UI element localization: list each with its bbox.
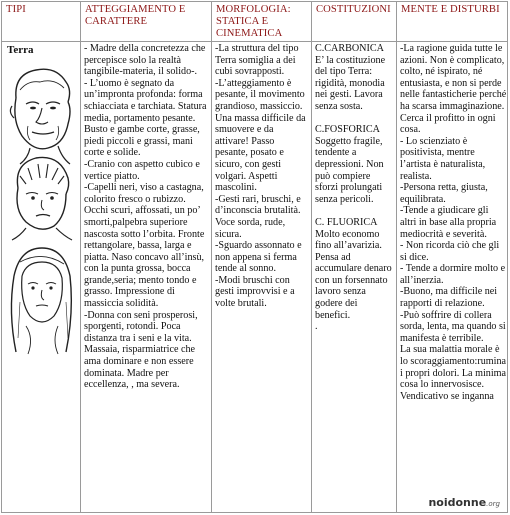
portrait-woman xyxy=(6,242,76,357)
header-atteggiamento: ATTEGGIAMENTO E CARATTERE xyxy=(81,2,212,42)
header-costituzioni: COSTITUZIONI xyxy=(312,2,397,42)
site-logo: noidonne.org xyxy=(426,496,503,510)
cell-mente: -La ragione guida tutte le azioni. Non è complicato, colto, né ispirato, né entusiasta, e non si perde nelle fantasticherie perché ha scarsa immaginazione. Cerca il profitto in ogni cosa. - Lo scienziato è positivista, mentre l’artista è naturalista, realista. -Persona retta, giusta, equilibrata. -Tende a giudicare gli altri in base alla propria mediocrità e severità. - Non ricorda ciò che gli si dice. - Tende a dormire molto e all’inerzia. -Buono, ma difficile nei rapporti di relazione. -Può soffrire di collera sorda, lenta, ma quando si manifesta è terribile. La sua malattia morale è lo scoraggiamento:rumina i propri dolori. La minima cosa lo innervosisce. Vendicativo se inganna xyxy=(400,43,507,402)
row-label: Terra xyxy=(7,44,34,56)
typology-table xyxy=(1,1,508,513)
cell-tipi xyxy=(2,42,81,513)
cell-costituzioni: C.CARBONICA E’ la costituzione del tipo Terra: rigidità, monodia nei gesti. Lavora senza sosta. C.FOSFORICA Soggetto fragile, tendente a depressioni. Non può compiere sforzi prolungati senza pericoli. C. FLUORICA Molto economo fino all’avarizia. Pensa ad accumulare denaro con un forsennato lavoro senza godere dei benefici. . xyxy=(312,42,397,513)
cell-morfologia: -La struttura del tipo Terra somiglia a dei cubi sovrapposti. -L’atteggiamento è pesante, il movimento grandioso, massiccio. Una massa difficile da smuovere e da attivare! Passo pesante, posato e sicuro, con gesti volgari. Aspetti mascolini. -Gesti rari, bruschi, e d’inconscia brutalità. Voce sorda, rude, sicura. -Sguardo assonnato e non appena si ferma tende al sonno. -Modi bruschi con gesti improvvisi e a volte brutali. xyxy=(212,42,312,513)
header-mente: MENTE E DISTURBI xyxy=(397,2,508,42)
header-tipi: TIPI xyxy=(2,2,81,42)
cell-atteggiamento: - Madre della concretezza che percepisce solo la realtà tangibile-materia, il solido-. - L’uomo è segnato da un’impronta profonda: forma schiacciata e tarchiata. Statura media, portamento pesante. Busto e gambe corte, grasse, piedi piccoli e grassi, mani corte e solide. -Cranio con aspetto cubico e vertice piatto. -Capelli neri, viso a castagna, colorito fresco o rubizzo. Occhi scuri, affossati, un po’ smorti,palpebra superiore nascosta sotto l’orbita. Fronte rettangolare, bassa, larga e piatta. Naso concavo all’insù, con la punta grossa, bocca grande,seria; mento tondo e grasso. Impressione di massiccia solidità. -Donna con seni prosperosi, sporgenti, rotondi. Poca distanza tra i seni e la vita. Massaia, risparmiatrice che ama dominare e non essere dominata. Madre per eccellenza, , ma severa. xyxy=(81,42,212,513)
portrait-child xyxy=(6,150,76,242)
header-morfologia: MORFOLOGIA: STATICA E CINEMATICA xyxy=(212,2,312,42)
